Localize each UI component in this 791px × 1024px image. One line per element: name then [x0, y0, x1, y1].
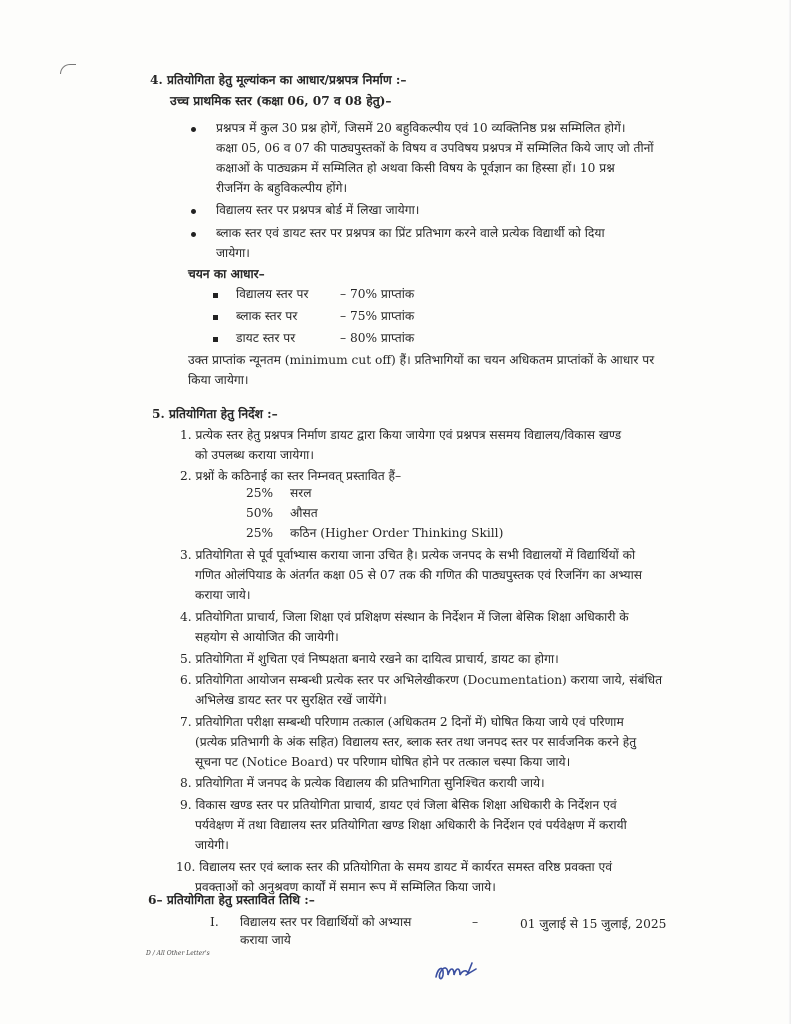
s5-item-3-line-3: कराया जाये। — [195, 588, 251, 602]
s4-bullet-3-line-2: जायेगा। — [216, 246, 250, 260]
s5-item-9-line-3: जायेगी। — [195, 838, 229, 852]
selection-level: विद्यालय स्तर पर — [236, 287, 309, 301]
signature-icon — [432, 957, 478, 985]
s4-bullet-1-line-2: कक्षा 05, 06 व 07 की पाठ्यपुस्तकों के विषय व उपविषय प्रश्नपत्र में सम्मिलित किये जाए जो तीनों — [216, 141, 654, 155]
s5-item-5: 5. प्रतियोगिता में शुचिता एवं निष्पक्षता बनाये रखने का दायित्व प्राचार्य, डायट का होगा। — [180, 652, 559, 666]
s5-item-7-line-1: 7. प्रतियोगिता परीक्षा सम्बन्धी परिणाम तत्काल (अधिकतम 2 दिनों में) घोषित किया जाये एवं परिणाम — [180, 715, 624, 729]
s6-row-dash: – — [472, 915, 479, 929]
section-5-heading: 5. प्रतियोगिता हेतु निर्देश :– — [152, 407, 278, 421]
s5-item-4-line-1: 4. प्रतियोगिता प्राचार्य, जिला शिक्षा एवं प्रशिक्षण संस्थान के निर्देशन में जिला बेसिक शिक्षा अधिकारी के — [180, 610, 629, 624]
s5-item-9-line-1: 9. विकास खण्ड स्तर पर प्रतियोगिता प्राचार्य, डायट एवं जिला बेसिक शिक्षा अधिकारी के निर्देशन एवं — [180, 798, 617, 812]
s5-item-3-line-2: गणित ओलंपियाड के अंतर्गत कक्षा 05 से 07 तक की गणित की पाठ्यपुस्तक एवं रिजनिंग का अभ्यास — [195, 568, 643, 582]
cutoff-note-line-1: उक्त प्राप्तांक न्यूनतम (minimum cut off) हैं। प्रतिभागियों का चयन अधिकतम प्राप्तांकों के आधार पर — [188, 353, 655, 367]
s5-item-7-line-3: सूचना पट (Notice Board) पर परिणाम घोषित होने पर तत्काल चस्पा किया जाये। — [195, 755, 571, 769]
difficulty-pct: 25% — [246, 526, 274, 540]
selection-value: – 80% प्राप्तांक — [340, 331, 415, 345]
s4-bullet-2: विद्यालय स्तर पर प्रश्नपत्र बोर्ड में लिखा जायेगा। — [216, 203, 420, 217]
difficulty-pct: 50% — [246, 506, 274, 520]
s5-item-4-line-2: सहयोग से आयोजित की जायेगी। — [195, 630, 339, 644]
difficulty-label: कठिन (Higher Order Thinking Skill) — [290, 526, 504, 540]
s6-row-text-line-2: कराया जाये — [240, 933, 291, 947]
square-bullet-icon — [213, 315, 218, 320]
s4-bullet-3-line-1: ब्लाक स्तर एवं डायट स्तर पर प्रश्नपत्र का प्रिंट प्रतिभाग करने वाले प्रत्येक विद्यार्थी को दिया — [216, 226, 605, 240]
s4-bullet-1-line-4: रीजनिंग के बहुविकल्पीय होंगे। — [216, 181, 348, 195]
s5-item-1-line-1: 1. प्रत्येक स्तर हेतु प्रश्नपत्र निर्माण डायट द्वारा किया जायेगा एवं प्रश्नपत्र ससमय विद्यालय/विकास खण्ड — [180, 428, 622, 442]
section-4-subheading: उच्च प्राथमिक स्तर (कक्षा 06, 07 व 08 हेतु)– — [170, 94, 392, 108]
section-6-heading: 6– प्रतियोगिता हेतु प्रस्तावित तिथि :– — [148, 893, 315, 907]
footer-note: D / All Other Letter's — [146, 950, 210, 957]
s5-item-2: 2. प्रश्नों के कठिनाई का स्तर निम्नवत् प्रस्तावित हैं– — [180, 469, 402, 483]
selection-value: – 75% प्राप्तांक — [340, 309, 415, 323]
s6-row-date: 01 जुलाई से 15 जुलाई, 2025 — [520, 917, 667, 931]
square-bullet-icon — [213, 293, 218, 298]
square-bullet-icon — [213, 337, 218, 342]
cutoff-note-line-2: किया जायेगा। — [188, 373, 249, 387]
s5-item-1-line-2: को उपलब्ध कराया जायेगा। — [195, 448, 314, 462]
bullet-icon — [191, 232, 196, 237]
s5-item-6-line-1: 6. प्रतियोगिता आयोजन सम्बन्धी प्रत्येक स्तर पर अभिलेखीकरण (Documentation) कराया जाये, संबंधित — [180, 673, 663, 687]
s5-item-8: 8. प्रतियोगिता में जनपद के प्रत्येक विद्यालय की प्रतिभागिता सुनिश्चित करायी जाये। — [180, 776, 545, 790]
s4-bullet-1-line-1: प्रश्नपत्र में कुल 30 प्रश्न होगें, जिसमें 20 बहुविकल्पीय एवं 10 व्यक्तिनिष्ठ प्रश्न सम्मिलित होगें। — [216, 121, 626, 135]
s5-item-7-line-2: (प्रत्येक प्रतिभागी के अंक सहित) विद्यालय स्तर, ब्लाक स्तर तथा जनपद स्तर पर सार्वजनिक करने हेतु — [195, 735, 637, 749]
selection-title: चयन का आधार– — [188, 267, 265, 281]
difficulty-label: औसत — [290, 506, 318, 520]
s6-row-number: I. — [210, 915, 219, 929]
selection-level: डायट स्तर पर — [236, 331, 296, 345]
s6-row-text-line-1: विद्यालय स्तर पर विद्यार्थियों को अभ्यास — [240, 915, 412, 929]
selection-level: ब्लाक स्तर पर — [236, 309, 298, 323]
s5-item-9-line-2: पर्यवेक्षण में तथा विद्यालय स्तर प्रतियोगिता खण्ड शिक्षा अधिकारी के निर्देशन एवं पर्यवेक्षण में करायी — [195, 818, 627, 832]
selection-value: – 70% प्राप्तांक — [340, 287, 415, 301]
s4-bullet-1-line-3: कक्षाओं के पाठ्यक्रम में सम्मिलित हो अथवा किसी विषय के पूर्वज्ञान का हिस्सा हों। 10 प्रश्न — [216, 161, 615, 175]
section-4-heading: 4. प्रतियोगिता हेतु मूल्यांकन का आधार/प्रश्नपत्र निर्माण :– — [150, 73, 407, 87]
bullet-icon — [191, 209, 196, 214]
s5-item-6-line-2: अभिलेख डायट स्तर पर सुरक्षित रखें जायेंगे। — [195, 693, 387, 707]
bullet-icon — [191, 127, 196, 132]
s5-item-10-line-1: 10. विद्यालय स्तर एवं ब्लाक स्तर की प्रतियोगिता के समय डायट में कार्यरत समस्त वरिष्ठ प्रवक्ता एवं — [176, 860, 613, 874]
difficulty-label: सरल — [290, 486, 312, 500]
s5-item-10-line-2: प्रवक्ताओं को अनुश्रवण कार्यों में समान रूप में सम्मिलित किया जाये। — [195, 880, 496, 894]
punch-hole-mark — [60, 64, 76, 74]
difficulty-pct: 25% — [246, 486, 274, 500]
s5-item-3-line-1: 3. प्रतियोगिता से पूर्व पूर्वाभ्यास कराया जाना उचित है। प्रत्येक जनपद के सभी विद्यालयों में विद्यार्थियों को — [180, 548, 636, 562]
